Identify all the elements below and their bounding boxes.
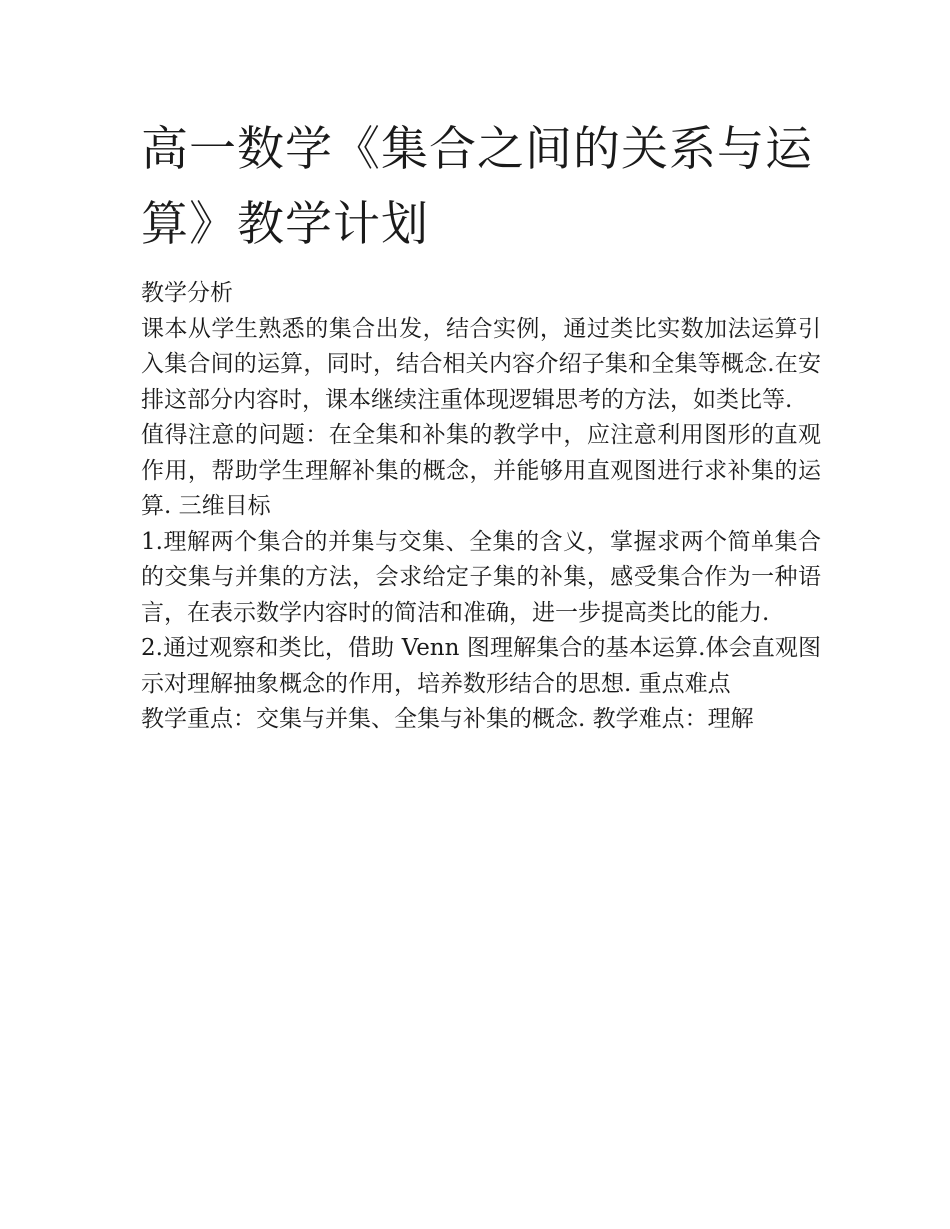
document-page: [141, 112, 821, 738]
paragraph-notice: 值得注意的问题：在全集和补集的教学中，应注意利用图形的直观作用，帮助学生理解补集的概念，并能够用直观图进行求补集的运算. 三维目标: [141, 422, 821, 519]
paragraph-intro: 课本从学生熟悉的集合出发，结合实例，通过类比实数加法运算引入集合间的运算，同时，结合相关内容介绍子集和全集等概念.在安排这部分内容时，课本继续注重体现逻辑思考的方法，如类比等.: [141, 315, 821, 413]
paragraph-goal-2: 2.通过观察和类比，借助 Venn 图理解集合的基本运算.体会直观图示对理解抽象概念的作用，培养数形结合的思想. 重点难点: [141, 635, 821, 697]
section-heading-analysis: 教学分析: [141, 280, 233, 306]
paragraph-key-points: 教学重点：交集与并集、全集与补集的概念. 教学难点：理解: [141, 706, 754, 732]
paragraph-goal-1: 1.理解两个集合的并集与交集、全集的含义，掌握求两个简单集合的交集与并集的方法，会求给定子集的补集，感受集合作为一种语言，在表示数学内容时的简洁和准确，进一步提高类比的能力.: [141, 528, 821, 626]
document-title: 高一数学《集合之间的关系与运算》教学计划: [141, 122, 813, 252]
